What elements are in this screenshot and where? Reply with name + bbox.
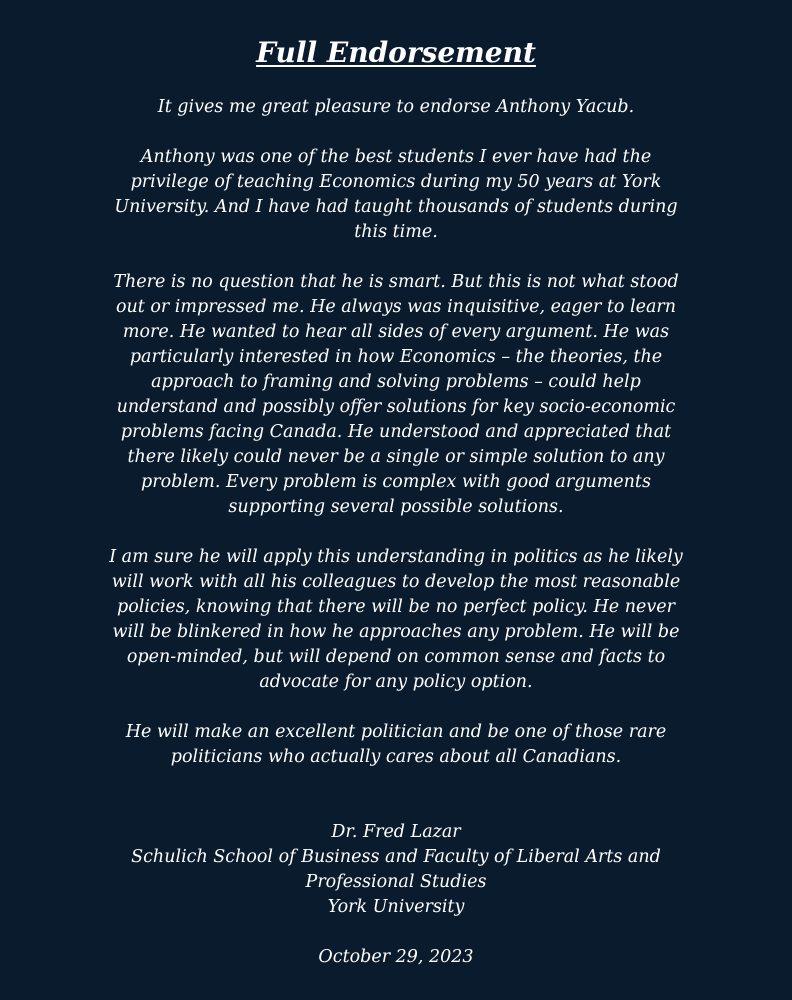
signer-institution: York University xyxy=(327,897,465,917)
signature-block xyxy=(100,820,692,920)
student-paragraph: Anthony was one of the best students I ever have had the privilege of teaching Economics during my 50 years at York University. And I have had taught thousands of students during this time. xyxy=(114,147,678,242)
page-title: Full Endorsement xyxy=(256,36,536,69)
intro-paragraph: It gives me great pleasure to endorse Anthony Yacub. xyxy=(157,97,635,117)
politics-paragraph: I am sure he will apply this understanding in politics as he likely will work with all his colleagues to develop the most reasonable policies, knowing that there will be no perfect policy. He never will be blinkered in how he approaches any problem. He will be open-minded, but will depend on common sense and facts to advocate for any policy option. xyxy=(109,547,683,692)
signer-affiliation: Schulich School of Business and Faculty of Liberal Arts and Professional Studies xyxy=(131,847,661,892)
closing-paragraph: He will make an excellent politician and be one of those rare politicians who actually cares about all Canadians. xyxy=(125,722,667,767)
signer-name: Dr. Fred Lazar xyxy=(331,822,461,842)
endorsement-date: October 29, 2023 xyxy=(318,947,474,967)
character-paragraph: There is no question that he is smart. But this is not what stood out or impressed me. He always was inquisitive, eager to learn more. He wanted to hear all sides of every argument. He was particularly interested in how Economics – the theories, the approach to framing and solving problems – could help understand and possibly offer solutions for key socio-economic problems facing Canada. He understood and appreciated that there likely could never be a single or simple solution to any problem. Every problem is complex with good arguments supporting several possible solutions. xyxy=(113,272,679,517)
